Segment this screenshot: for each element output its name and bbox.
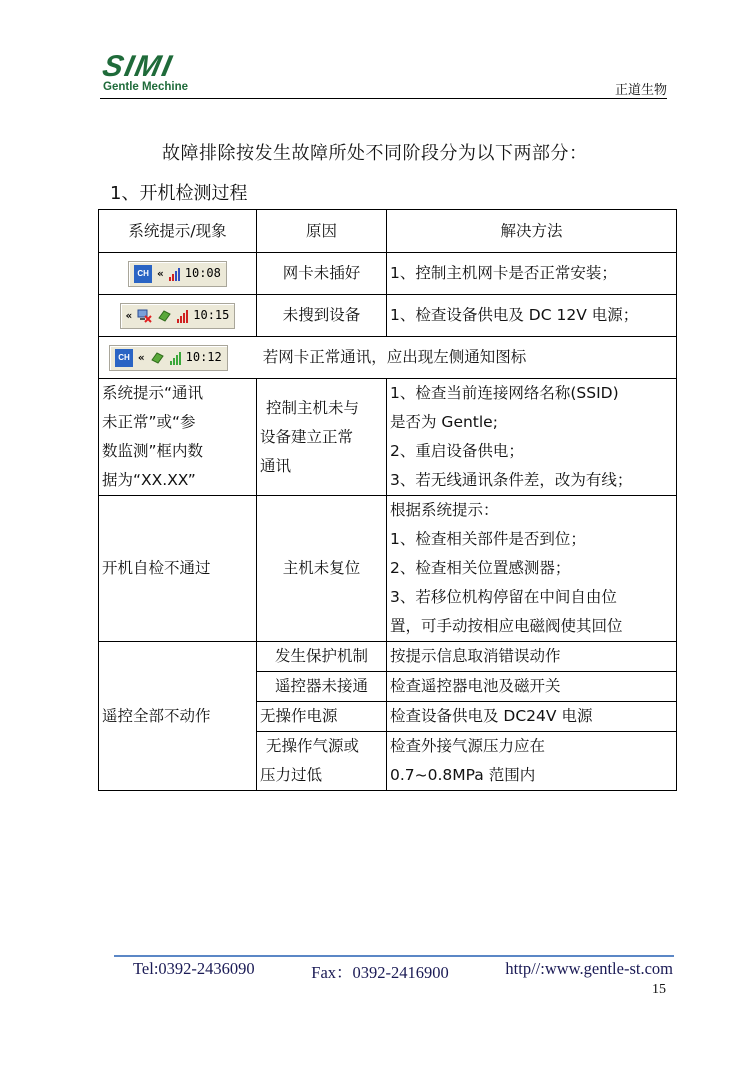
table-row (99, 253, 677, 295)
solution-line: 根据系统提示： (390, 501, 499, 519)
solution-cell (387, 732, 677, 791)
page-number: 15 (652, 982, 666, 997)
solution-line: 1、检查相关部件是否到位； (390, 530, 586, 548)
solution-line: 0.7~0.8MPa 范围内 (390, 766, 536, 784)
symptom-cell: 开机自检不通过 (99, 496, 257, 642)
logo-mark: SIMI (99, 50, 177, 83)
footer-fax: Fax：0392-2416900 (311, 963, 449, 982)
solution-cell: 1、控制主机网卡是否正常安装； (387, 253, 677, 295)
header-symptom: 系统提示/现象 (99, 210, 257, 253)
cause-cell (257, 379, 387, 496)
table-row (99, 337, 677, 379)
solution-line: 置，可手动按相应电磁阀使其回位 (390, 617, 623, 635)
cause-line: 设备建立正常 (260, 427, 354, 446)
solution-cell: 1、检查设备供电及 DC 12V 电源； (387, 295, 677, 337)
solution-line: 1、检查当前连接网络名称(SSID) (390, 384, 619, 402)
signal-bars-icon (169, 267, 180, 281)
cause-cell: 未搜到设备 (257, 295, 387, 337)
solution-line: 检查外接气源压力应在 (390, 737, 546, 755)
solution-line: 是否为 Gentle; (390, 413, 498, 431)
header-cause: 原因 (257, 210, 387, 253)
tray-screenshot-cell (99, 295, 257, 337)
cause-line: 通讯 (260, 456, 292, 475)
chevron-icon: « (157, 267, 164, 280)
footer-url[interactable]: http//:www.gentle-st.com (505, 959, 673, 978)
solution-cell (387, 496, 677, 642)
solution-cell (387, 379, 677, 496)
header-solution: 解决方法 (387, 210, 677, 253)
solution-line: 3、若无线通讯条件差，改为有线； (390, 471, 633, 489)
note-cell (99, 337, 677, 379)
intro-paragraph: 故障排除按发生故障所处不同阶段分为以下两部分： (162, 143, 588, 164)
network-disconnected-icon (137, 308, 152, 323)
input-method-icon: CH (134, 265, 152, 283)
table-header-row (99, 210, 677, 253)
company-name: 正道生物 (614, 83, 667, 98)
footer-divider (114, 955, 674, 957)
signal-bars-icon (177, 309, 188, 323)
signal-bars-icon (170, 351, 181, 365)
symptom-cell (99, 379, 257, 496)
cause-cell (257, 732, 387, 791)
network-green-icon (150, 350, 165, 365)
input-method-icon: CH (115, 349, 133, 367)
tray-no-card (128, 261, 227, 287)
solution-cell: 检查遥控器电池及磁开关 (387, 672, 677, 702)
header-divider (100, 98, 667, 99)
solution-line: 3、若移位机构停留在中间自由位 (390, 588, 617, 606)
table-row (99, 295, 677, 337)
cause-line: 无操作气源或 (266, 737, 360, 755)
table-row (99, 496, 677, 642)
tray-no-device (120, 303, 236, 329)
cause-cell: 无操作电源 (257, 702, 387, 732)
symptom-cell: 遥控全部不动作 (99, 642, 257, 791)
table-row (99, 379, 677, 496)
cause-line: 控制主机未与 (266, 398, 360, 417)
tray-clock: 10:15 (193, 308, 230, 322)
solution-cell: 按提示信息取消错误动作 (387, 642, 677, 672)
cause-cell: 发生保护机制 (257, 642, 387, 672)
note-text: 若网卡正常通讯，应出现左侧通知图标 (262, 348, 527, 366)
cause-cell: 主机未复位 (257, 496, 387, 642)
chevron-icon: « (125, 309, 133, 322)
network-green-icon (157, 308, 172, 323)
tray-connected (109, 345, 228, 371)
company-logo (99, 50, 211, 94)
solution-line: 2、重启设备供电； (390, 442, 524, 460)
solution-line: 2、检查相关位置感测器； (390, 559, 571, 577)
troubleshooting-table (98, 209, 677, 791)
cause-cell: 网卡未插好 (257, 253, 387, 295)
footer-tel: Tel:0392-2436090 (133, 959, 255, 978)
table-row (99, 642, 677, 672)
symptom-line: 数监测”框内数 (102, 442, 204, 460)
section-title: 1、开机检测过程 (110, 183, 248, 204)
footer-contact (133, 959, 673, 983)
tray-screenshot-cell (99, 253, 257, 295)
symptom-line: 未正常”或“参 (102, 413, 196, 431)
symptom-line: 据为“XX.XX” (102, 471, 196, 489)
cause-cell: 遥控器未接通 (257, 672, 387, 702)
cause-line: 压力过低 (260, 766, 323, 784)
solution-cell: 检查设备供电及 DC24V 电源 (387, 702, 677, 732)
tray-clock: 10:12 (185, 350, 222, 364)
logo-subtitle: Gentle Mechine (103, 81, 188, 93)
symptom-line: 系统提示“通讯 (102, 384, 204, 402)
tray-clock: 10:08 (184, 266, 221, 280)
chevron-icon: « (138, 351, 145, 364)
